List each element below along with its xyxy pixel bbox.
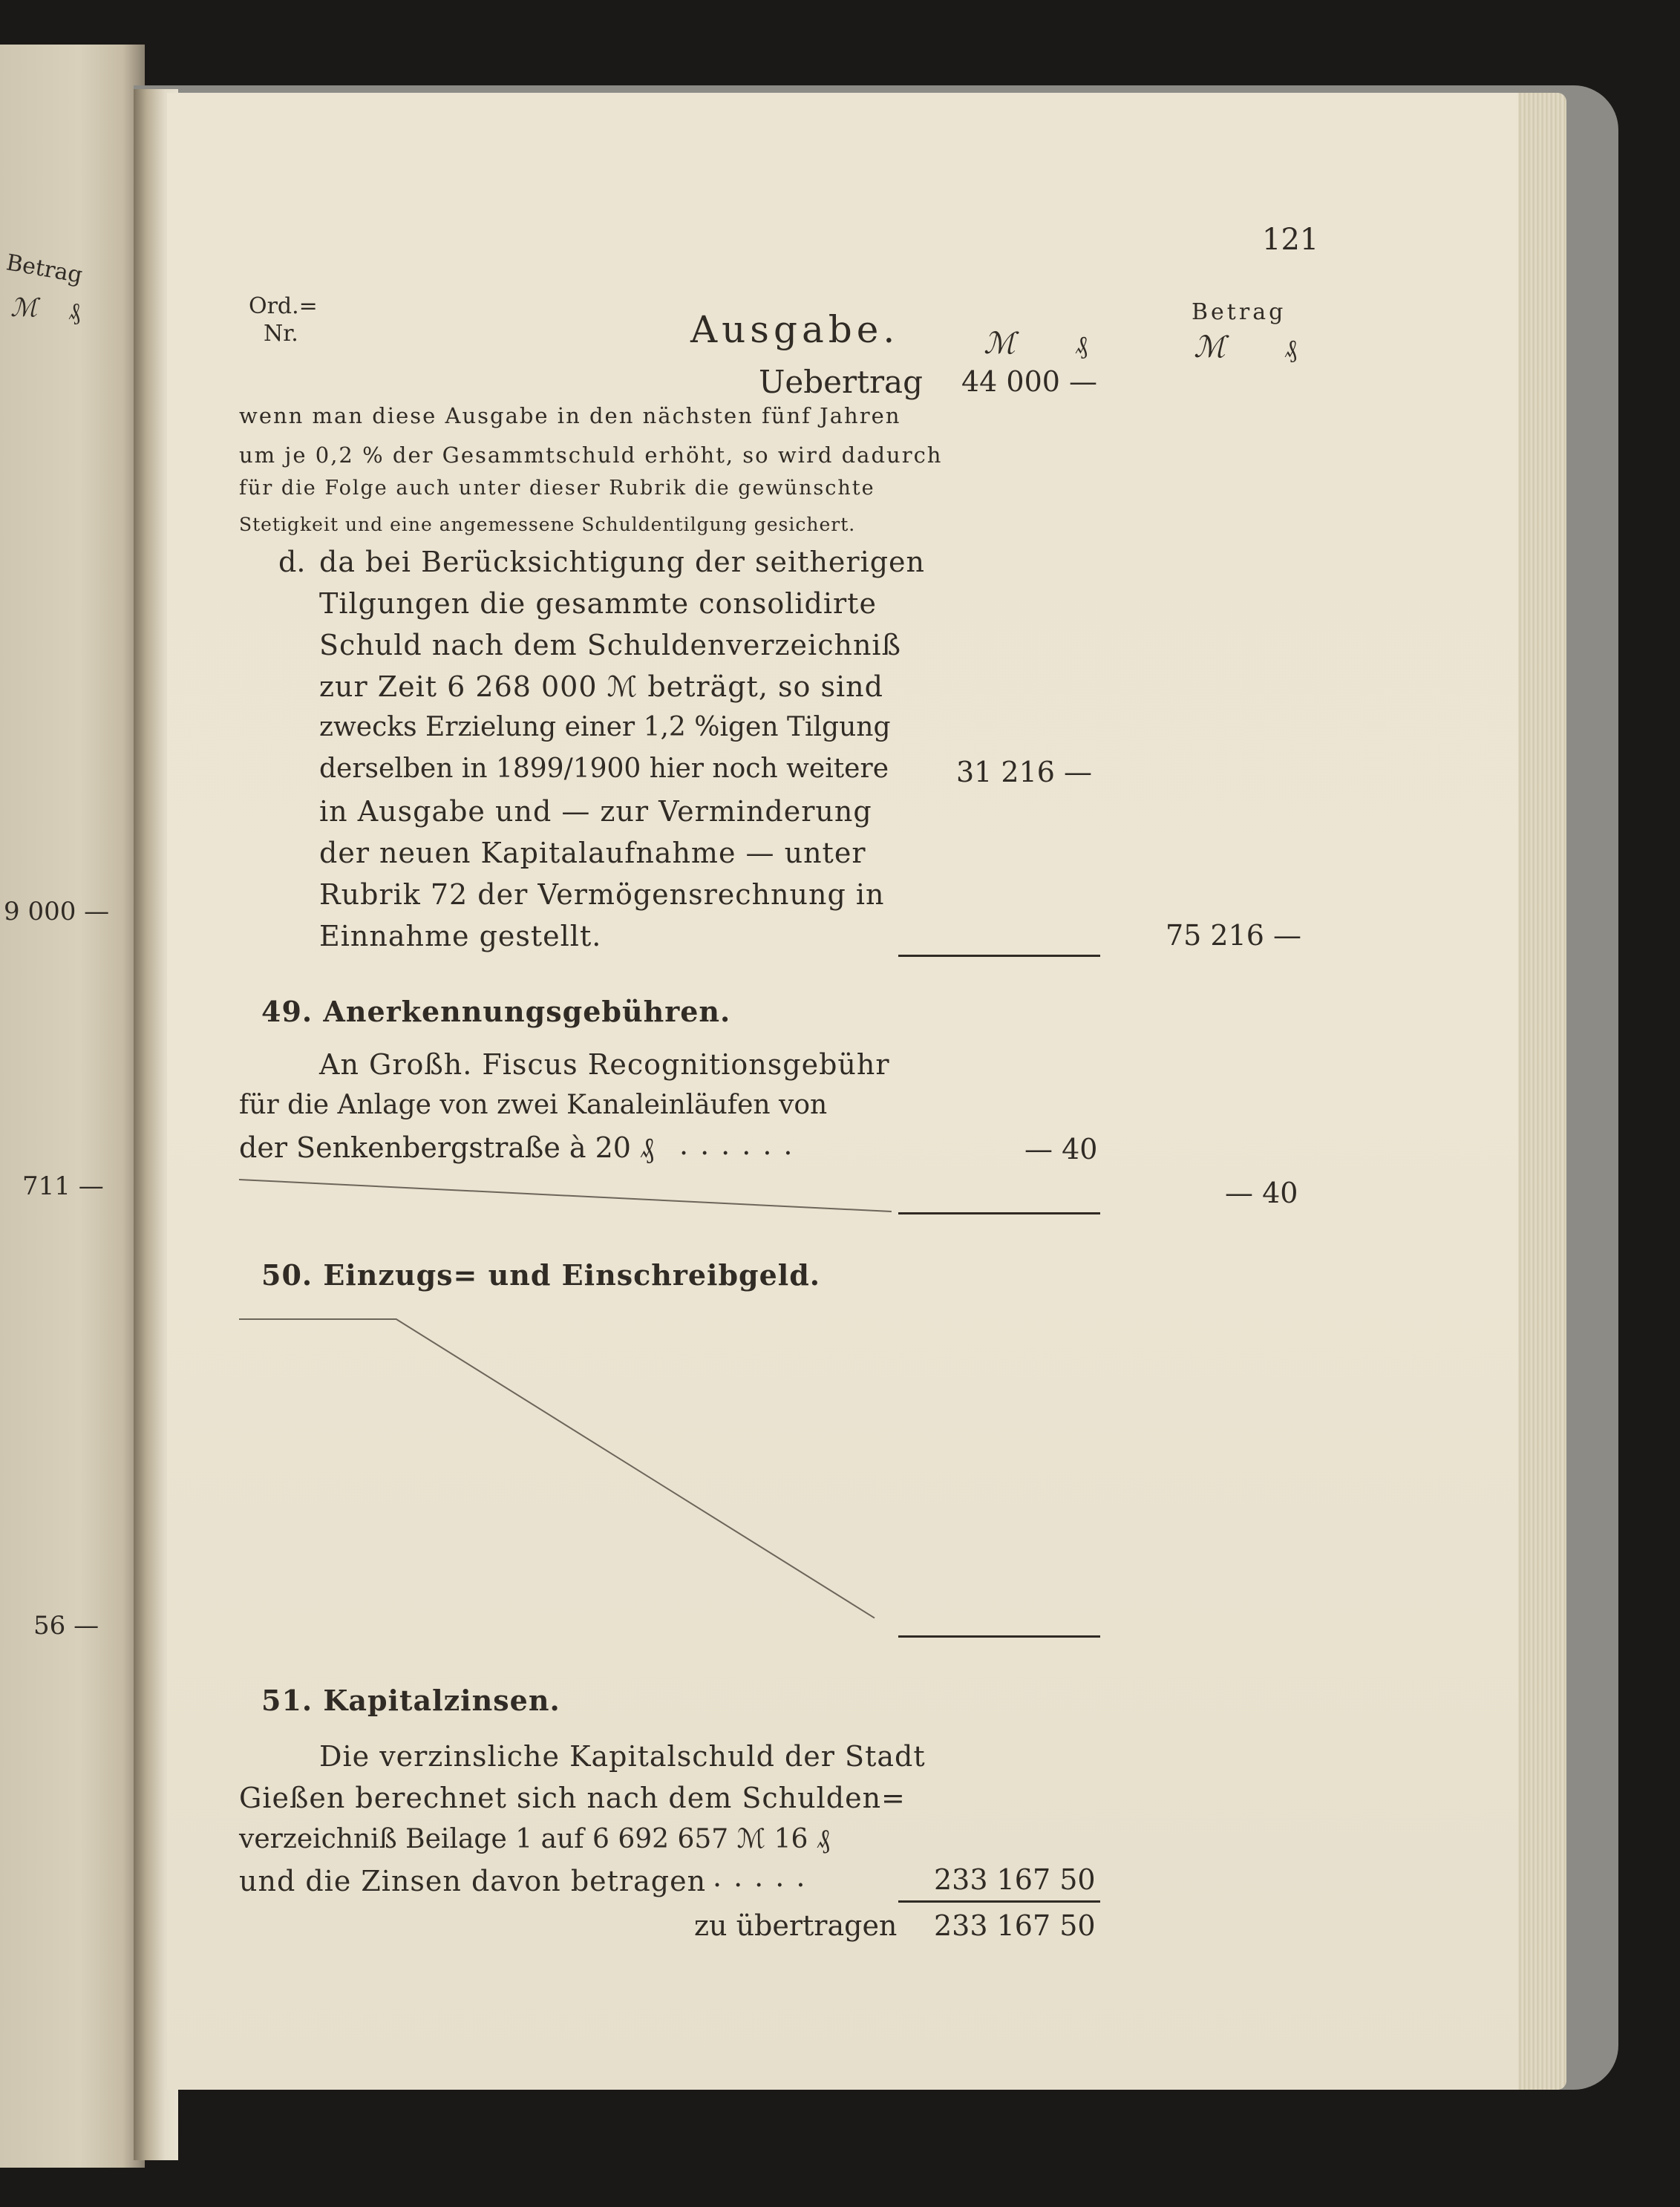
previous-page [0, 45, 145, 2168]
left-margin-mark: ℳ [10, 293, 38, 323]
text-line: verzeichniß Beilage 1 auf 6 692 657 ℳ 16 ₰ [239, 1824, 830, 1854]
text-line: in Ausgabe und — zur Verminderung [319, 795, 872, 828]
sum-rule [898, 1900, 1100, 1903]
section-49-total: — 40 [1225, 1177, 1298, 1209]
col1-mark-header: ℳ [984, 327, 1016, 361]
leader-dots: ...... [679, 1128, 805, 1161]
item-d-marker: d. [278, 546, 306, 578]
left-margin-betrag: Betrag [4, 249, 85, 289]
carry-label: zu übertragen [694, 1909, 898, 1942]
sum-rule [898, 955, 1100, 957]
text-line: der neuen Kapitalaufnahme — unter [319, 837, 866, 869]
section-49-title: 49. Anerkennungsgebühren. [261, 995, 731, 1028]
ordnr-label-nr: Nr. [264, 321, 298, 347]
text-line: um je 0,2 % der Gesammtschuld erhöht, so wird dadurch [239, 442, 943, 468]
text-line: Tilgungen die gesammte consolidirte [319, 587, 877, 620]
item-d-amount: 31 216 — [956, 756, 1093, 788]
text-line: Rubrik 72 der Vermögensrechnung in [319, 878, 885, 911]
leader-dots: ..... [713, 1860, 817, 1893]
uebertrag-label: Uebertrag [759, 364, 923, 400]
left-margin-pf: ₰ [68, 297, 80, 325]
uebertrag-amount: 44 000 — [961, 365, 1098, 398]
carry-amount: 233 167 50 [934, 1909, 1096, 1942]
col2-mark-header: ℳ [1194, 330, 1226, 364]
page-title: Ausgabe. [690, 308, 900, 351]
left-margin-amount: 9 000 — [4, 897, 110, 926]
item-d-total: 75 216 — [1166, 919, 1302, 952]
text-line: und die Zinsen davon betragen [239, 1865, 707, 1897]
section-50-title: 50. Einzugs= und Einschreibgeld. [261, 1258, 821, 1292]
col2-betrag-header: Betrag [1192, 299, 1287, 325]
text-line: da bei Berücksichtigung der seitherigen [319, 546, 926, 578]
text-line: Einnahme gestellt. [319, 920, 602, 952]
section-51-amount: 233 167 50 [934, 1863, 1096, 1896]
sum-rule [898, 1212, 1100, 1214]
cancel-stroke [239, 1318, 396, 1320]
left-margin-amount: 711 — [22, 1171, 104, 1201]
text-line: Stetigkeit und eine angemessene Schuldentilgung gesichert. [239, 514, 856, 535]
section-49-amount: — 40 [1024, 1133, 1098, 1165]
text-line: zur Zeit 6 268 000 ℳ beträgt, so sind [319, 670, 883, 703]
sum-rule [898, 1635, 1100, 1638]
text-line: wenn man diese Ausgabe in den nächsten fünf Jahren [239, 403, 901, 428]
left-margin-amount: 56 — [33, 1611, 99, 1641]
text-line: zwecks Erzielung einer 1,2 %igen Tilgung [319, 712, 891, 742]
page-number: 121 [1262, 223, 1319, 257]
col2-pf-header: ₰ [1284, 334, 1297, 364]
text-line: für die Anlage von zwei Kanaleinläufen von [239, 1090, 828, 1120]
text-line: Schuld nach dem Schuldenverzeichniß [319, 629, 901, 661]
text-line: An Großh. Fiscus Recognitionsgebühr [319, 1048, 890, 1081]
text-line: für die Folge auch unter dieser Rubrik die gewünschte [239, 477, 875, 500]
text-line: der Senkenbergstraße à 20 ₰ [239, 1131, 655, 1164]
col1-pf-header: ₰ [1075, 330, 1088, 360]
text-line: Gießen berechnet sich nach dem Schulden= [239, 1782, 906, 1814]
ordnr-label: Ord.= [249, 293, 318, 319]
text-line: derselben in 1899/1900 hier noch weitere [319, 753, 889, 784]
section-51-title: 51. Kapitalzinsen. [261, 1684, 560, 1717]
text-line: Die verzinsliche Kapitalschuld der Stadt [319, 1740, 926, 1773]
